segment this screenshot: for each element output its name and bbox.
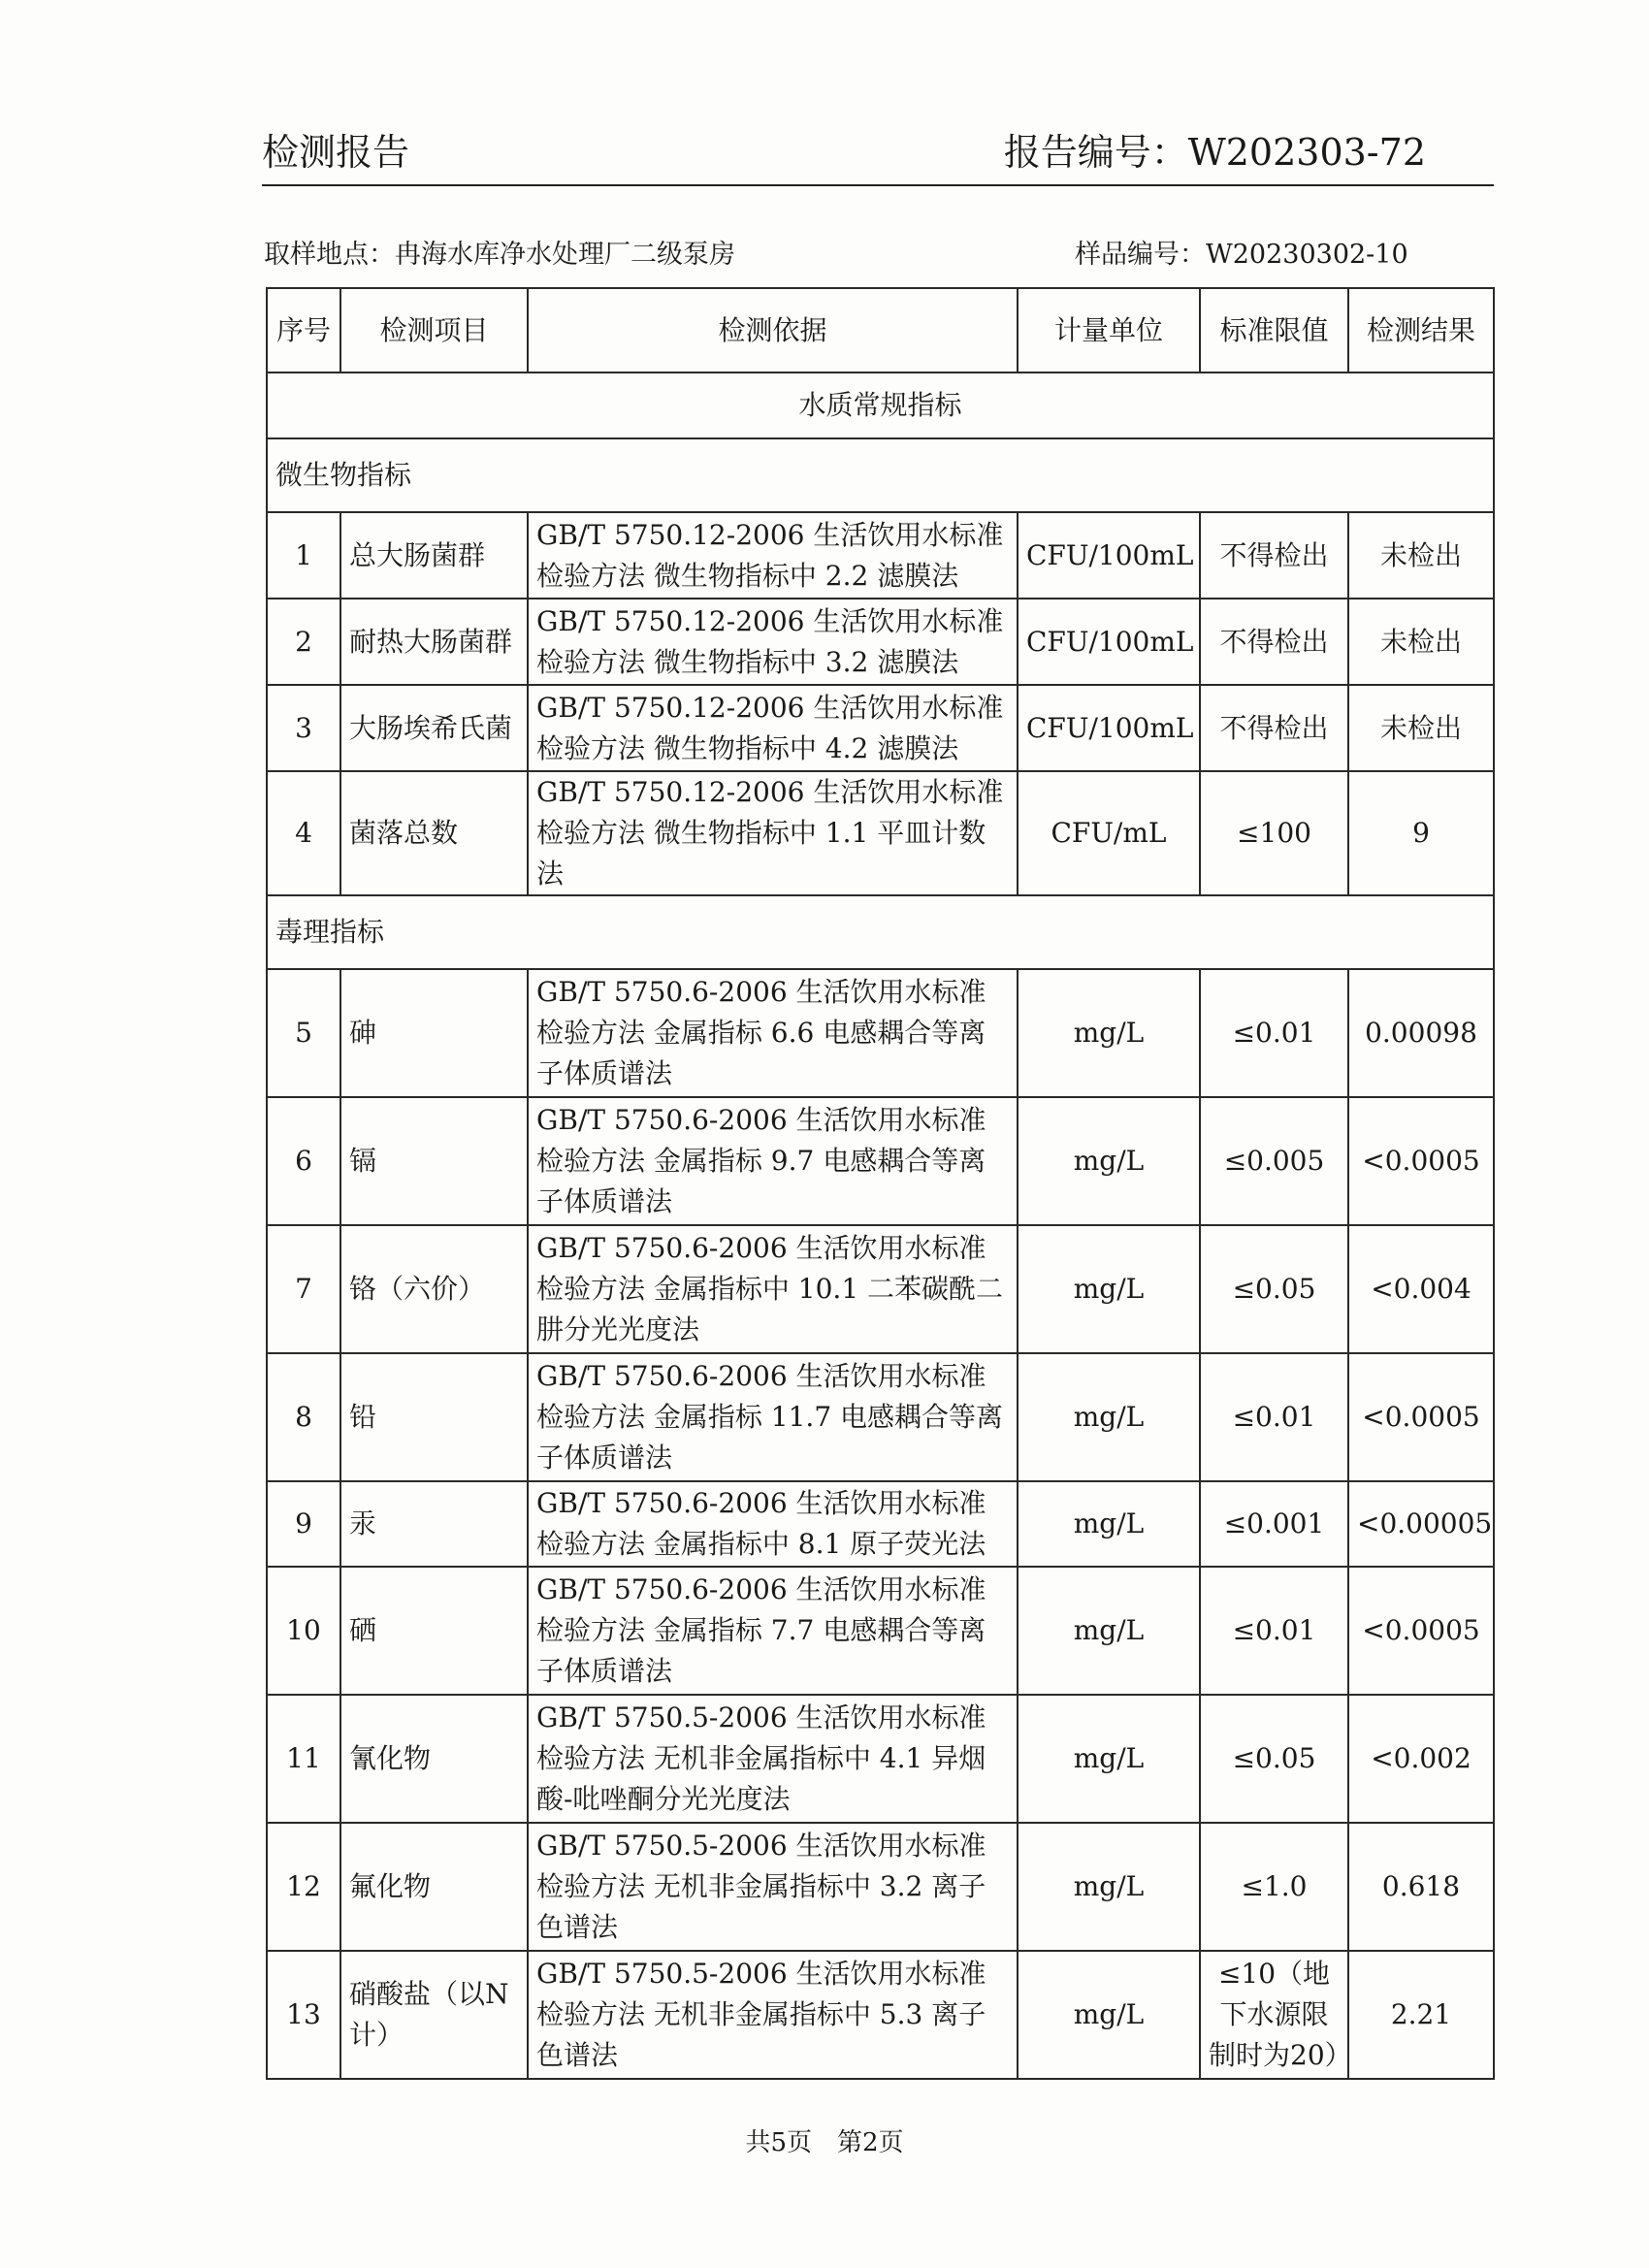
header-row bbox=[267, 288, 1494, 373]
test-result: 未检出 bbox=[1348, 599, 1494, 685]
sampling-location: 取样地点：冉海水库净水处理厂二级泵房 bbox=[264, 240, 735, 270]
table-row bbox=[267, 1695, 1494, 1823]
column-header: 序号 bbox=[267, 288, 340, 373]
test-item: 镉 bbox=[340, 1097, 528, 1225]
table-row bbox=[267, 512, 1494, 599]
table-row bbox=[267, 1567, 1494, 1695]
standard-limit: 不得检出 bbox=[1200, 599, 1348, 685]
test-result: <0.004 bbox=[1348, 1225, 1494, 1353]
test-item: 氟化物 bbox=[340, 1823, 528, 1951]
test-item: 总大肠菌群 bbox=[340, 512, 528, 599]
standard-limit: ≤0.05 bbox=[1200, 1695, 1348, 1823]
test-basis: GB/T 5750.6-2006 生活饮用水标准检验方法 金属指标 7.7 电感耦合等离子体质谱法 bbox=[528, 1567, 1018, 1695]
test-basis: GB/T 5750.12-2006 生活饮用水标准检验方法 微生物指标中 3.2 滤膜法 bbox=[528, 599, 1018, 685]
test-result: 9 bbox=[1348, 771, 1494, 895]
test-result: 未检出 bbox=[1348, 685, 1494, 771]
unit: mg/L bbox=[1018, 1481, 1200, 1567]
test-item: 铬（六价） bbox=[340, 1225, 528, 1353]
table-row bbox=[267, 685, 1494, 771]
standard-limit: ≤0.05 bbox=[1200, 1225, 1348, 1353]
standard-limit: ≤0.01 bbox=[1200, 969, 1348, 1097]
row-number: 5 bbox=[267, 969, 340, 1097]
standard-limit: ≤100 bbox=[1200, 771, 1348, 895]
test-item: 大肠埃希氏菌 bbox=[340, 685, 528, 771]
row-number: 1 bbox=[267, 512, 340, 599]
row-number: 12 bbox=[267, 1823, 340, 1951]
row-number: 7 bbox=[267, 1225, 340, 1353]
column-header: 检测项目 bbox=[340, 288, 528, 373]
row-number: 13 bbox=[267, 1951, 340, 2079]
unit: CFU/100mL bbox=[1018, 512, 1200, 599]
test-result: <0.0005 bbox=[1348, 1353, 1494, 1481]
standard-limit: ≤10（地下水源限制时为20） bbox=[1200, 1951, 1348, 2079]
test-basis: GB/T 5750.12-2006 生活饮用水标准检验方法 微生物指标中 4.2 滤膜法 bbox=[528, 685, 1018, 771]
test-basis: GB/T 5750.5-2006 生活饮用水标准检验方法 无机非金属指标中 3.2 离子色谱法 bbox=[528, 1823, 1018, 1951]
unit: mg/L bbox=[1018, 1353, 1200, 1481]
row-number: 3 bbox=[267, 685, 340, 771]
report-header bbox=[262, 114, 1494, 186]
section-row bbox=[267, 373, 1494, 438]
unit: mg/L bbox=[1018, 1823, 1200, 1951]
row-number: 4 bbox=[267, 771, 340, 895]
table-row bbox=[267, 1353, 1494, 1481]
unit: CFU/mL bbox=[1018, 771, 1200, 895]
test-result: 2.21 bbox=[1348, 1951, 1494, 2079]
test-basis: GB/T 5750.6-2006 生活饮用水标准检验方法 金属指标 6.6 电感耦合等离子体质谱法 bbox=[528, 969, 1018, 1097]
table-row bbox=[267, 1951, 1494, 2079]
unit: CFU/100mL bbox=[1018, 599, 1200, 685]
column-header: 标准限值 bbox=[1200, 288, 1348, 373]
standard-limit: ≤0.01 bbox=[1200, 1353, 1348, 1481]
test-item: 汞 bbox=[340, 1481, 528, 1567]
group-title: 微生物指标 bbox=[267, 438, 1494, 512]
row-number: 9 bbox=[267, 1481, 340, 1567]
table-body bbox=[267, 288, 1494, 2079]
report-title: 检测报告 bbox=[262, 131, 410, 174]
test-item: 硝酸盐（以N计） bbox=[340, 1951, 528, 2079]
unit: mg/L bbox=[1018, 1097, 1200, 1225]
column-header: 计量单位 bbox=[1018, 288, 1200, 373]
test-basis: GB/T 5750.5-2006 生活饮用水标准检验方法 无机非金属指标中 4.1 异烟酸-吡唑酮分光光度法 bbox=[528, 1695, 1018, 1823]
standard-limit: ≤0.001 bbox=[1200, 1481, 1348, 1567]
table-row bbox=[267, 1823, 1494, 1951]
row-number: 6 bbox=[267, 1097, 340, 1225]
test-result: <0.00005 bbox=[1348, 1481, 1494, 1567]
table-row bbox=[267, 771, 1494, 895]
unit: mg/L bbox=[1018, 969, 1200, 1097]
test-basis: GB/T 5750.6-2006 生活饮用水标准检验方法 金属指标 11.7 电感耦合等离子体质谱法 bbox=[528, 1353, 1018, 1481]
test-item: 砷 bbox=[340, 969, 528, 1097]
group-row bbox=[267, 895, 1494, 969]
table-row bbox=[267, 1225, 1494, 1353]
unit: CFU/100mL bbox=[1018, 685, 1200, 771]
table-row bbox=[267, 599, 1494, 685]
test-item: 硒 bbox=[340, 1567, 528, 1695]
standard-limit: ≤1.0 bbox=[1200, 1823, 1348, 1951]
report-number: 报告编号：W202303-72 bbox=[1003, 131, 1426, 174]
standard-limit: 不得检出 bbox=[1200, 685, 1348, 771]
standard-limit: 不得检出 bbox=[1200, 512, 1348, 599]
test-result: <0.002 bbox=[1348, 1695, 1494, 1823]
test-basis: GB/T 5750.6-2006 生活饮用水标准检验方法 金属指标中 10.1 二苯碳酰二肼分光光度法 bbox=[528, 1225, 1018, 1353]
row-number: 10 bbox=[267, 1567, 340, 1695]
test-result: 0.618 bbox=[1348, 1823, 1494, 1951]
group-title: 毒理指标 bbox=[267, 895, 1494, 969]
test-result: 0.00098 bbox=[1348, 969, 1494, 1097]
test-result: <0.0005 bbox=[1348, 1567, 1494, 1695]
results-table bbox=[266, 287, 1495, 2080]
section-title: 水质常规指标 bbox=[267, 373, 1494, 438]
table-row bbox=[267, 969, 1494, 1097]
test-basis: GB/T 5750.12-2006 生活饮用水标准检验方法 微生物指标中 2.2 滤膜法 bbox=[528, 512, 1018, 599]
table-row bbox=[267, 1097, 1494, 1225]
unit: mg/L bbox=[1018, 1951, 1200, 2079]
test-basis: GB/T 5750.5-2006 生活饮用水标准检验方法 无机非金属指标中 5.3 离子色谱法 bbox=[528, 1951, 1018, 2079]
test-item: 耐热大肠菌群 bbox=[340, 599, 528, 685]
column-header: 检测依据 bbox=[528, 288, 1018, 373]
test-item: 氰化物 bbox=[340, 1695, 528, 1823]
test-basis: GB/T 5750.6-2006 生活饮用水标准检验方法 金属指标 9.7 电感耦合等离子体质谱法 bbox=[528, 1097, 1018, 1225]
row-number: 8 bbox=[267, 1353, 340, 1481]
test-result: <0.0005 bbox=[1348, 1097, 1494, 1225]
test-item: 菌落总数 bbox=[340, 771, 528, 895]
group-row bbox=[267, 438, 1494, 512]
table-row bbox=[267, 1481, 1494, 1567]
standard-limit: ≤0.005 bbox=[1200, 1097, 1348, 1225]
sample-number: 样品编号：W20230302-10 bbox=[1075, 240, 1408, 270]
unit: mg/L bbox=[1018, 1567, 1200, 1695]
page-footer: 共5页 第2页 bbox=[745, 2128, 904, 2157]
column-header: 检测结果 bbox=[1348, 288, 1494, 373]
unit: mg/L bbox=[1018, 1695, 1200, 1823]
row-number: 11 bbox=[267, 1695, 340, 1823]
test-basis: GB/T 5750.12-2006 生活饮用水标准检验方法 微生物指标中 1.1 平皿计数法 bbox=[528, 771, 1018, 895]
unit: mg/L bbox=[1018, 1225, 1200, 1353]
test-result: 未检出 bbox=[1348, 512, 1494, 599]
row-number: 2 bbox=[267, 599, 340, 685]
standard-limit: ≤0.01 bbox=[1200, 1567, 1348, 1695]
test-item: 铅 bbox=[340, 1353, 528, 1481]
test-basis: GB/T 5750.6-2006 生活饮用水标准检验方法 金属指标中 8.1 原子荧光法 bbox=[528, 1481, 1018, 1567]
